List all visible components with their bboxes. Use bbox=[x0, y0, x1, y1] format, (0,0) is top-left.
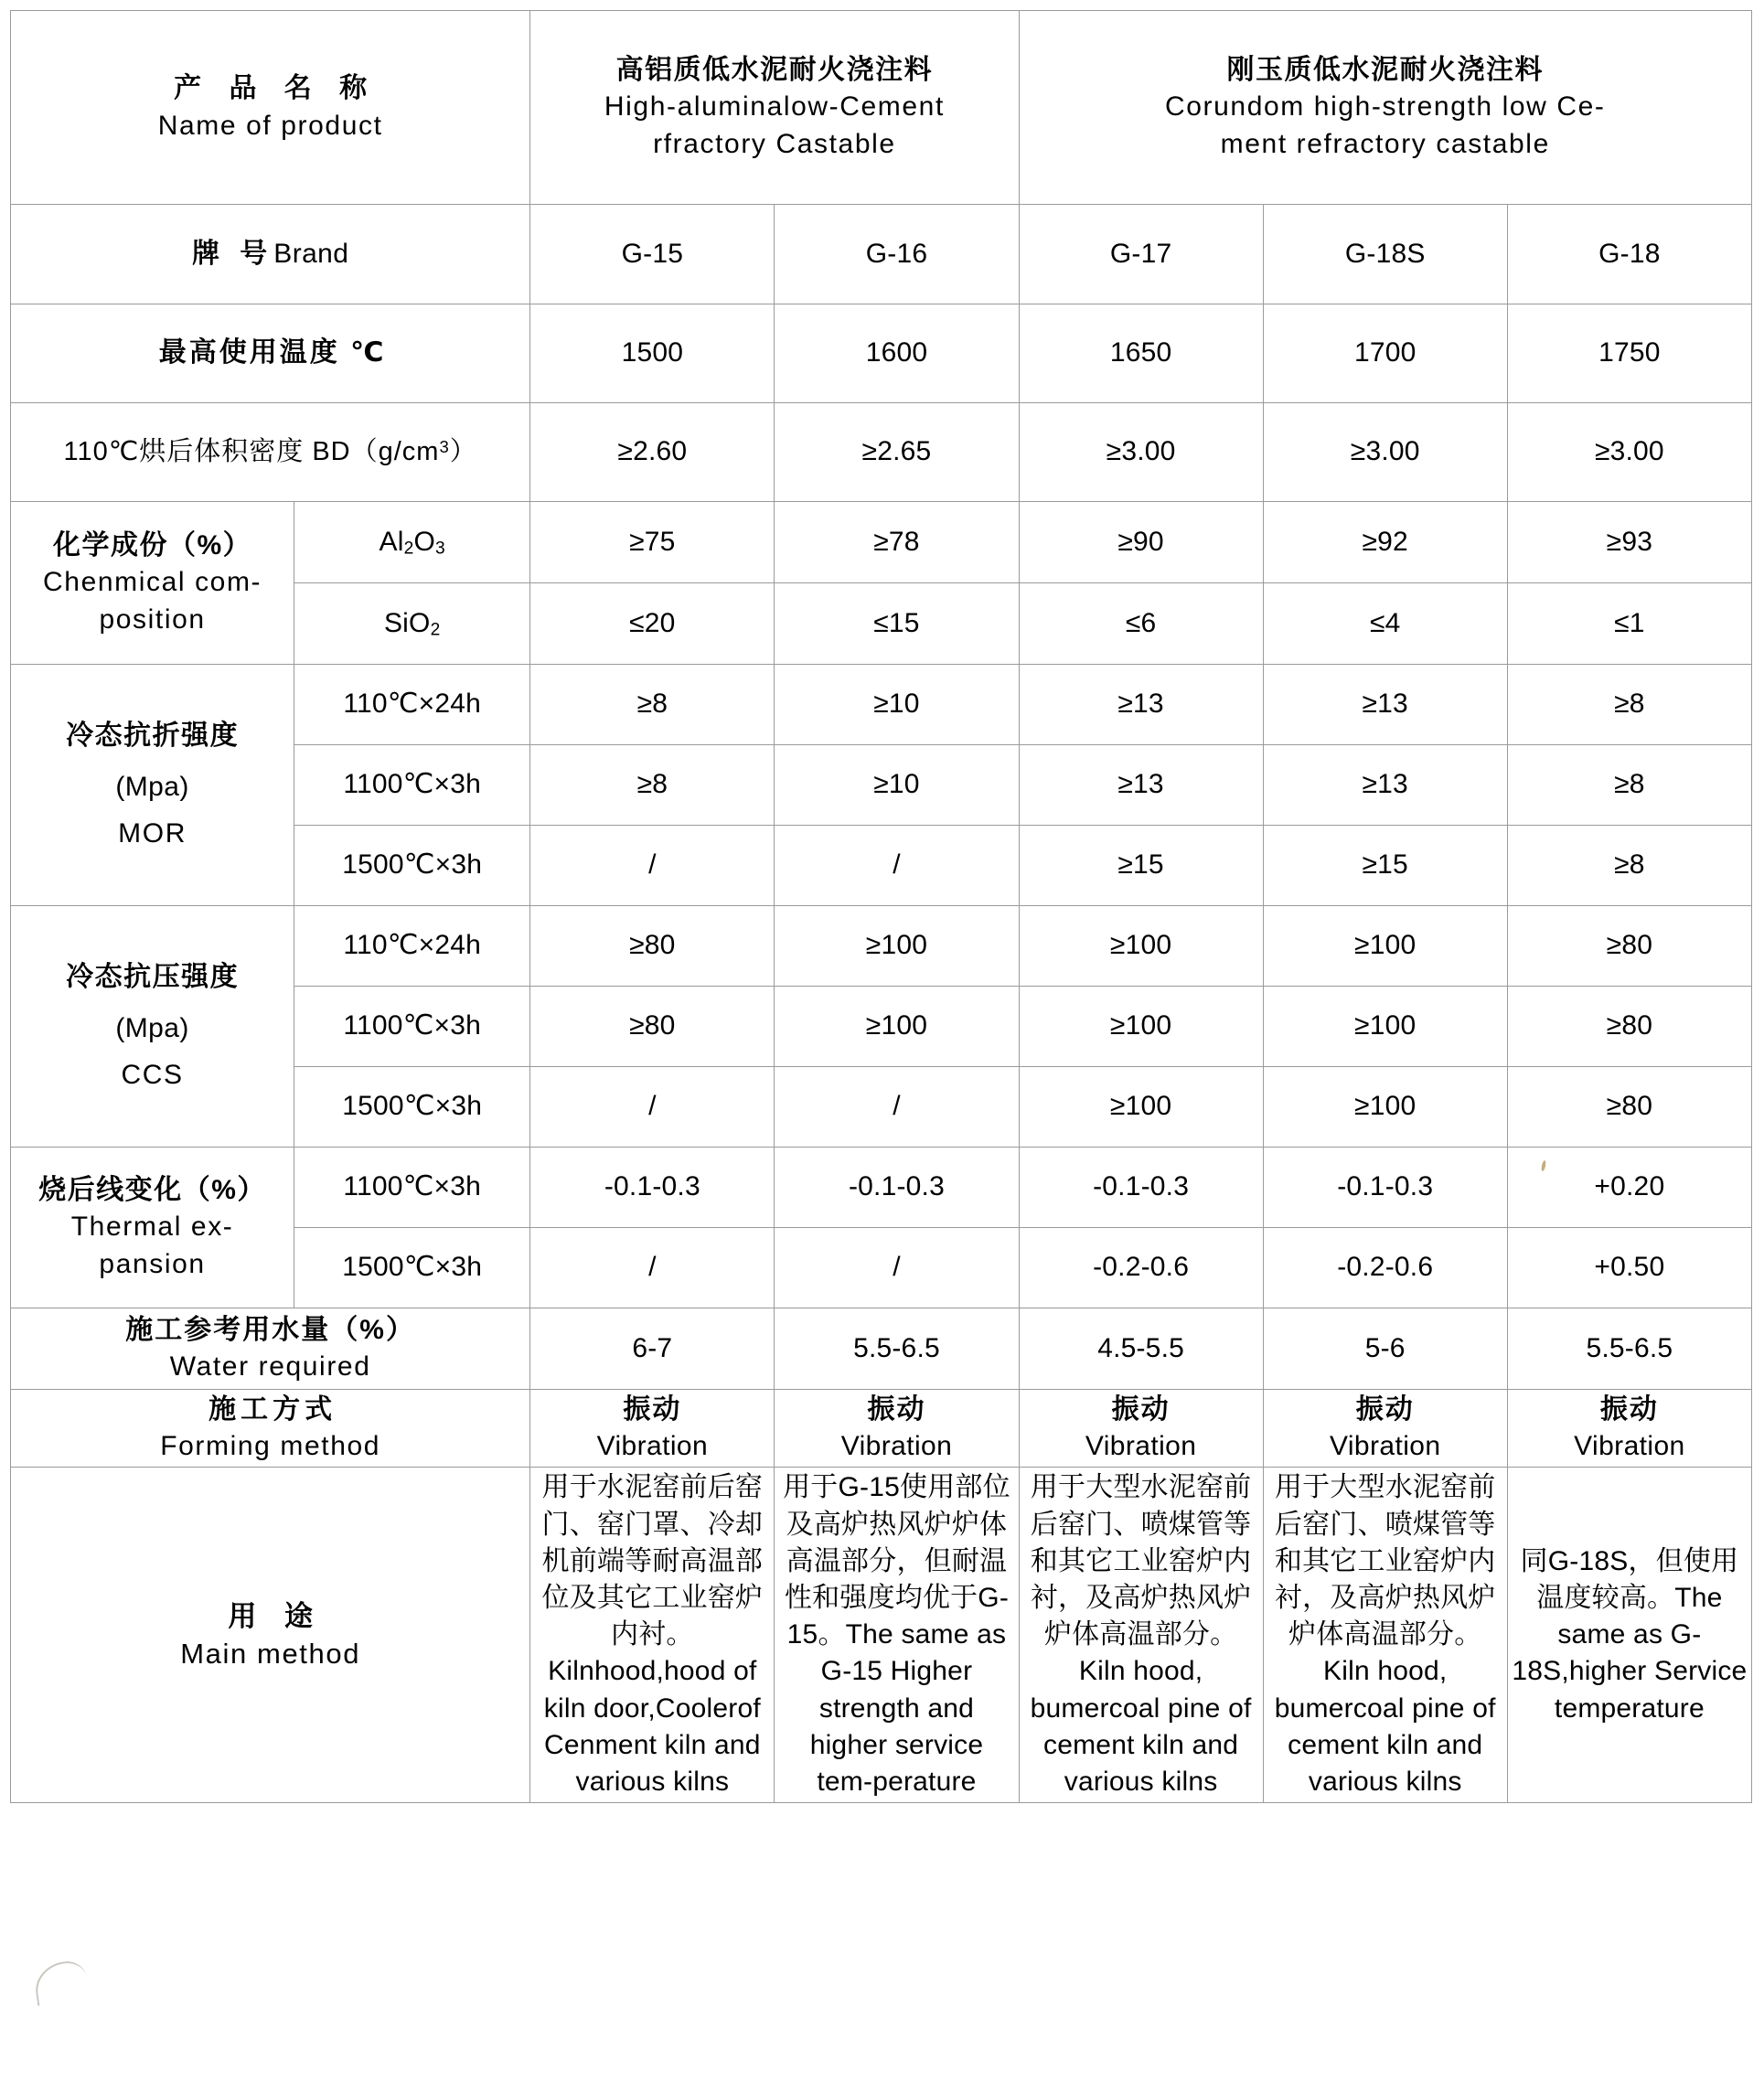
header-name-cn: 产 品 名 称 bbox=[174, 73, 378, 104]
sublabel-mor-1100c3h: 1100℃×3h bbox=[294, 745, 530, 826]
cell-forming-5-en: Vibration bbox=[1574, 1431, 1685, 1462]
sublabel-al2o3-mid: O bbox=[413, 526, 436, 557]
row-label-water-en: Water required bbox=[169, 1351, 371, 1382]
cell-brand-2: G-16 bbox=[775, 205, 1019, 304]
cell-ccs-1500-5: ≥80 bbox=[1507, 1067, 1751, 1148]
header-group1-en-line1: High-aluminalow-Cement bbox=[604, 91, 945, 123]
row-label-thermal-en-line2: pansion bbox=[99, 1248, 206, 1279]
sublabel-al2o3-sub1: 2 bbox=[403, 539, 414, 559]
cell-al2o3-4: ≥92 bbox=[1263, 502, 1507, 583]
cell-thermal-1500-2: / bbox=[775, 1228, 1019, 1308]
row-label-max-temperature-text: 最高使用温度 ℃ bbox=[158, 337, 387, 368]
cell-max-temp-2: 1600 bbox=[775, 304, 1019, 403]
sublabel-ccs-1500c3h: 1500℃×3h bbox=[294, 1067, 530, 1148]
product-spec-table bbox=[10, 10, 1752, 1803]
header-name-en: Name of product bbox=[157, 110, 383, 141]
cell-mor-110-1: ≥8 bbox=[530, 665, 775, 745]
cell-bulk-density-2: ≥2.65 bbox=[775, 403, 1019, 502]
cell-al2o3-2: ≥78 bbox=[775, 502, 1019, 583]
cell-bulk-density-1: ≥2.60 bbox=[530, 403, 775, 502]
cell-forming-2-cn: 振动 bbox=[867, 1394, 926, 1425]
cell-ccs-1100-4: ≥100 bbox=[1263, 987, 1507, 1067]
cell-mor-1500-4: ≥15 bbox=[1263, 826, 1507, 906]
row-label-forming-cn: 施工方式 bbox=[208, 1394, 337, 1425]
cell-water-1: 6-7 bbox=[530, 1308, 775, 1390]
cell-ccs-1100-3: ≥100 bbox=[1019, 987, 1263, 1067]
cell-ccs-110-5: ≥80 bbox=[1507, 906, 1751, 987]
header-group2-en-line1: Corundom high-strength low Ce- bbox=[1164, 91, 1606, 123]
cell-ccs-1100-2: ≥100 bbox=[775, 987, 1019, 1067]
cell-mor-1500-3: ≥15 bbox=[1019, 826, 1263, 906]
row-label-ccs bbox=[11, 906, 294, 1148]
row-label-chemical-cn: 化学成份（%） bbox=[52, 530, 252, 561]
row-label-main-method-en: Main method bbox=[180, 1638, 361, 1671]
cell-max-temp-1: 1500 bbox=[530, 304, 775, 403]
cell-thermal-1500-4: -0.2-0.6 bbox=[1263, 1228, 1507, 1308]
sublabel-mor-110c24h: 110℃×24h bbox=[294, 665, 530, 745]
cell-thermal-1500-1: / bbox=[530, 1228, 775, 1308]
header-group1-en-line2: rfractory Castable bbox=[653, 128, 896, 159]
cell-brand-1: G-15 bbox=[530, 205, 775, 304]
cell-sio2-4: ≤4 bbox=[1263, 583, 1507, 665]
cell-usage-5-text: 同G-18S，但使用温度较高。The same as G-18S,higher Service temperature bbox=[1512, 1545, 1748, 1724]
cell-forming-3-cn: 振动 bbox=[1111, 1394, 1171, 1425]
cell-forming-1-en: Vibration bbox=[596, 1431, 709, 1462]
cell-forming-5-cn: 振动 bbox=[1599, 1394, 1659, 1425]
sublabel-al2o3 bbox=[294, 502, 530, 583]
row-label-main-method bbox=[11, 1468, 530, 1803]
header-group1-cn: 高铝质低水泥耐火浇注料 bbox=[615, 55, 934, 86]
row-label-bulk-density-sup: 3 bbox=[439, 437, 450, 457]
cell-ccs-1500-4: ≥100 bbox=[1263, 1067, 1507, 1148]
cell-ccs-1500-2: / bbox=[775, 1067, 1019, 1148]
row-label-ccs-unit: (Mpa) bbox=[115, 1013, 189, 1044]
cell-bulk-density-5: ≥3.00 bbox=[1507, 403, 1751, 502]
row-label-ccs-en: CCS bbox=[121, 1059, 184, 1090]
cell-brand-4: G-18S bbox=[1263, 205, 1507, 304]
sublabel-thermal-1100c3h: 1100℃×3h bbox=[294, 1148, 530, 1228]
row-label-ccs-cn: 冷态抗压强度 bbox=[66, 962, 240, 993]
cell-sio2-5: ≤1 bbox=[1507, 583, 1751, 665]
table-row-chemical-al2o3 bbox=[11, 502, 1752, 583]
cell-usage-4 bbox=[1263, 1468, 1507, 1803]
scan-artifact-squiggle bbox=[32, 1959, 91, 2006]
cell-forming-3 bbox=[1019, 1390, 1263, 1468]
cell-mor-1100-4: ≥13 bbox=[1263, 745, 1507, 826]
table-row-thermal-1100 bbox=[11, 1148, 1752, 1228]
sublabel-sio2 bbox=[294, 583, 530, 665]
cell-forming-5 bbox=[1507, 1390, 1751, 1468]
cell-mor-1100-3: ≥13 bbox=[1019, 745, 1263, 826]
row-label-mor bbox=[11, 665, 294, 906]
cell-forming-1 bbox=[530, 1390, 775, 1468]
cell-mor-110-2: ≥10 bbox=[775, 665, 1019, 745]
row-label-main-method-cn: 用 途 bbox=[228, 1599, 323, 1632]
cell-forming-4 bbox=[1263, 1390, 1507, 1468]
row-label-mor-en: MOR bbox=[118, 817, 187, 849]
cell-thermal-1100-4: -0.1-0.3 bbox=[1263, 1148, 1507, 1228]
table-row-bulk-density bbox=[11, 403, 1752, 502]
cell-usage-3-text: 用于大型水泥窑前后窑门、喷煤管等和其它工业窑炉内衬，及高炉热风炉炉体高温部分。Kiln hood, bumercoal pine of cement kiln and various kilns bbox=[1030, 1472, 1252, 1797]
sublabel-sio2-sub1: 2 bbox=[430, 620, 441, 640]
table-row-product-name bbox=[11, 11, 1752, 205]
cell-water-2: 5.5-6.5 bbox=[775, 1308, 1019, 1390]
cell-sio2-2: ≤15 bbox=[775, 583, 1019, 665]
table-row-max-temperature bbox=[11, 304, 1752, 403]
row-label-chemical-en-line2: position bbox=[99, 603, 206, 635]
table-row-brand bbox=[11, 205, 1752, 304]
row-label-forming-en: Forming method bbox=[160, 1431, 381, 1462]
cell-forming-1-cn: 振动 bbox=[623, 1394, 682, 1425]
sublabel-al2o3-pre: Al bbox=[379, 526, 404, 557]
row-label-thermal-en-line1: Thermal ex- bbox=[70, 1212, 234, 1243]
header-group-corundum bbox=[1019, 11, 1751, 205]
cell-usage-2-text: 用于G-15使用部位及高炉热风炉炉体高温部分，但耐温性和强度均优于G-15。The same as G-15 Higher strength and higher service tem-perature bbox=[783, 1472, 1010, 1797]
sublabel-sio2-pre: SiO bbox=[383, 607, 431, 638]
cell-usage-5 bbox=[1507, 1468, 1751, 1803]
row-label-bulk-density-pre: 110℃烘后体积密度 BD（g/cm bbox=[63, 437, 440, 467]
cell-al2o3-5: ≥93 bbox=[1507, 502, 1751, 583]
sublabel-ccs-110c24h: 110℃×24h bbox=[294, 906, 530, 987]
row-label-water-cn: 施工参考用水量（%） bbox=[125, 1314, 415, 1345]
cell-thermal-1500-5: +0.50 bbox=[1507, 1228, 1751, 1308]
cell-al2o3-3: ≥90 bbox=[1019, 502, 1263, 583]
cell-bulk-density-3: ≥3.00 bbox=[1019, 403, 1263, 502]
cell-forming-2-en: Vibration bbox=[840, 1431, 953, 1462]
cell-forming-4-cn: 振动 bbox=[1355, 1394, 1415, 1425]
cell-ccs-110-4: ≥100 bbox=[1263, 906, 1507, 987]
row-label-water-required bbox=[11, 1308, 530, 1390]
cell-max-temp-5: 1750 bbox=[1507, 304, 1751, 403]
cell-usage-4-text: 用于大型水泥窑前后窑门、喷煤管等和其它工业窑炉内衬，及高炉热风炉炉体高温部分。Kiln hood, bumercoal pine of cement kiln and various kilns bbox=[1274, 1472, 1496, 1797]
cell-mor-110-4: ≥13 bbox=[1263, 665, 1507, 745]
cell-sio2-3: ≤6 bbox=[1019, 583, 1263, 665]
cell-thermal-1100-2: -0.1-0.3 bbox=[775, 1148, 1019, 1228]
row-label-mor-unit: (Mpa) bbox=[115, 772, 189, 803]
cell-mor-1100-1: ≥8 bbox=[530, 745, 775, 826]
cell-ccs-1500-1: / bbox=[530, 1067, 775, 1148]
sublabel-mor-1500c3h: 1500℃×3h bbox=[294, 826, 530, 906]
table-row-water-required bbox=[11, 1308, 1752, 1390]
cell-thermal-1500-3: -0.2-0.6 bbox=[1019, 1228, 1263, 1308]
cell-ccs-1500-3: ≥100 bbox=[1019, 1067, 1263, 1148]
row-label-bulk-density bbox=[11, 403, 530, 502]
row-label-max-temperature bbox=[11, 304, 530, 403]
table-row-mor-110 bbox=[11, 665, 1752, 745]
cell-mor-1500-5: ≥8 bbox=[1507, 826, 1751, 906]
cell-forming-2 bbox=[775, 1390, 1019, 1468]
cell-forming-4-en: Vibration bbox=[1329, 1431, 1441, 1462]
cell-max-temp-3: 1650 bbox=[1019, 304, 1263, 403]
cell-usage-3 bbox=[1019, 1468, 1263, 1803]
cell-ccs-1100-5: ≥80 bbox=[1507, 987, 1751, 1067]
row-label-chemical-composition bbox=[11, 502, 294, 665]
cell-mor-110-3: ≥13 bbox=[1019, 665, 1263, 745]
header-name-of-product bbox=[11, 11, 530, 205]
cell-usage-1-text: 用于水泥窑前后窑门、窑门罩、冷却机前端等耐高温部位及其它工业窑炉内衬。Kilnhood,hood of kiln door,Coolerof Cenment kiln and various kilns bbox=[541, 1472, 764, 1797]
row-label-thermal-expansion bbox=[11, 1148, 294, 1308]
row-label-forming-method bbox=[11, 1390, 530, 1468]
cell-max-temp-4: 1700 bbox=[1263, 304, 1507, 403]
cell-brand-3: G-17 bbox=[1019, 205, 1263, 304]
cell-al2o3-1: ≥75 bbox=[530, 502, 775, 583]
cell-forming-3-en: Vibration bbox=[1085, 1431, 1197, 1462]
cell-mor-110-5: ≥8 bbox=[1507, 665, 1751, 745]
cell-water-3: 4.5-5.5 bbox=[1019, 1308, 1263, 1390]
cell-usage-1 bbox=[530, 1468, 775, 1803]
cell-mor-1500-1: / bbox=[530, 826, 775, 906]
sublabel-al2o3-sub2: 3 bbox=[435, 539, 445, 559]
row-label-brand-en: Brand bbox=[273, 238, 349, 269]
row-label-brand bbox=[11, 205, 530, 304]
table-row-main-method bbox=[11, 1468, 1752, 1803]
cell-usage-2 bbox=[775, 1468, 1019, 1803]
cell-thermal-1100-5: +0.20 bbox=[1507, 1148, 1751, 1228]
header-group2-cn: 刚玉质低水泥耐火浇注料 bbox=[1226, 55, 1545, 86]
row-label-mor-cn: 冷态抗折强度 bbox=[66, 721, 240, 752]
row-label-thermal-cn: 烧后线变化（%） bbox=[38, 1175, 266, 1206]
cell-ccs-110-1: ≥80 bbox=[530, 906, 775, 987]
cell-bulk-density-4: ≥3.00 bbox=[1263, 403, 1507, 502]
cell-water-5: 5.5-6.5 bbox=[1507, 1308, 1751, 1390]
cell-water-4: 5-6 bbox=[1263, 1308, 1507, 1390]
cell-ccs-1100-1: ≥80 bbox=[530, 987, 775, 1067]
cell-ccs-110-2: ≥100 bbox=[775, 906, 1019, 987]
cell-thermal-1100-3: -0.1-0.3 bbox=[1019, 1148, 1263, 1228]
cell-mor-1100-2: ≥10 bbox=[775, 745, 1019, 826]
cell-mor-1500-2: / bbox=[775, 826, 1019, 906]
cell-thermal-1100-1: -0.1-0.3 bbox=[530, 1148, 775, 1228]
row-label-bulk-density-post: ） bbox=[449, 437, 477, 467]
row-label-chemical-en-line1: Chenmical com- bbox=[43, 567, 262, 598]
cell-brand-5: G-18 bbox=[1507, 205, 1751, 304]
sublabel-thermal-1500c3h: 1500℃×3h bbox=[294, 1228, 530, 1308]
cell-mor-1100-5: ≥8 bbox=[1507, 745, 1751, 826]
header-group2-en-line2: ment refractory castable bbox=[1220, 128, 1550, 159]
row-label-brand-cn: 牌 号 bbox=[191, 238, 274, 269]
header-group-high-alumina bbox=[530, 11, 1019, 205]
table-row-forming-method bbox=[11, 1390, 1752, 1468]
sublabel-ccs-1100c3h: 1100℃×3h bbox=[294, 987, 530, 1067]
table-row-ccs-110 bbox=[11, 906, 1752, 987]
cell-sio2-1: ≤20 bbox=[530, 583, 775, 665]
cell-ccs-110-3: ≥100 bbox=[1019, 906, 1263, 987]
